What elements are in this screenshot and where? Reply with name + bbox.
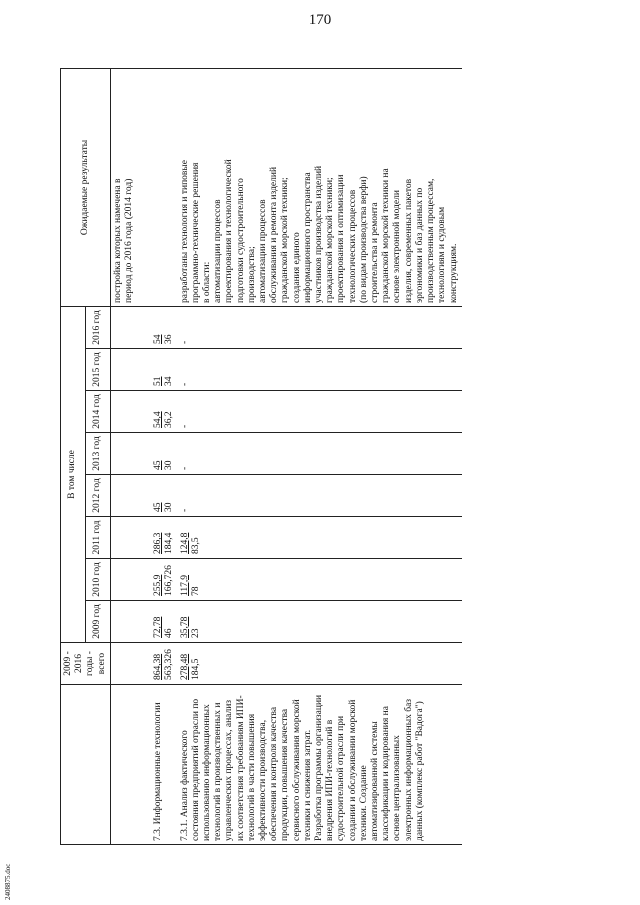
result-line: проектирования и оптимизации xyxy=(336,174,347,303)
result-line: технологиям и судовым xyxy=(437,206,448,303)
row-name: 7.3.1. Анализ фактического состояния предприятий отрасли по использованию информационных технологий в производственных и управленческих процессах, анализ их соответствия требованиям ИПИ-технологий в части повышения эффективности производства, обеспечения и контроля качества продукции, повышения качества сервисного обслуживания морской техники и снижения затрат. Разработка программы организации внедрения ИПИ-технологий в судостроительной отрасли при создании и обслуживании морской техники. Создание автоматизированной системы классификации и кодирования на основе централизованных электронных информационных баз данных (комплекс работ "Вадога") xyxy=(178,685,462,845)
result-line: гражданской морской техники на xyxy=(381,168,392,303)
header-year: 2009 год xyxy=(85,601,110,643)
table-row xyxy=(178,69,462,845)
result-line: проектирования и технологической xyxy=(224,159,235,303)
result-line: разработаны технология и типовые xyxy=(179,159,190,303)
result-line: гражданской морской техники; xyxy=(280,177,291,303)
result-line: конструкциям. xyxy=(448,243,459,303)
result-line: программно-технические решения xyxy=(190,162,201,303)
value-cell: - xyxy=(178,307,462,349)
value-cell: 278,48 184,5 xyxy=(178,643,462,685)
header-year: 2011 год xyxy=(85,517,110,559)
value-cell: 255,9 166,726 xyxy=(145,559,177,601)
row-results xyxy=(178,69,462,307)
value-cell: - xyxy=(178,475,462,517)
value-cell: 286,3 184,4 xyxy=(145,517,177,559)
value-cell: - xyxy=(178,433,462,475)
value-cell: 54,4 36,2 xyxy=(145,391,177,433)
row-name: 7.3. Информационные технологии xyxy=(145,685,177,845)
header-year: 2013 год xyxy=(85,433,110,475)
header-year: 2014 год xyxy=(85,391,110,433)
value-cell: 45 30 xyxy=(145,475,177,517)
value-cell: - xyxy=(178,391,462,433)
result-line: в области: xyxy=(202,261,213,303)
header-in-that: В том числе xyxy=(61,307,86,643)
value-cell: - xyxy=(178,349,462,391)
footer-docname: 2408875.doc xyxy=(4,863,12,900)
value-cell: 864,38 563,326 xyxy=(145,643,177,685)
page-number: 170 xyxy=(308,12,332,28)
result-line: эргономики и баз данных по xyxy=(414,187,425,303)
result-line: информационного пространства xyxy=(302,172,313,303)
budget-table xyxy=(60,68,462,845)
result-line: гражданской морской техники; xyxy=(325,177,336,303)
result-line: изделия, современных пакетов xyxy=(403,178,414,303)
result-line: (по видам производства верфи) xyxy=(358,176,369,303)
header-year: 2012 год xyxy=(85,475,110,517)
header-year: 2015 год xyxy=(85,349,110,391)
result-line: подготовки судостроительного xyxy=(235,178,246,303)
result-line: основе электронной модели xyxy=(392,190,403,303)
row-results xyxy=(145,69,177,307)
result-line: постройка которых намечена в xyxy=(112,178,123,303)
result-line: участников производства изделий xyxy=(314,165,325,303)
row-results xyxy=(110,69,145,307)
result-line: автоматизации процессов xyxy=(213,199,224,303)
result-line: автоматизации процессов xyxy=(258,199,269,303)
result-line: создания единого xyxy=(291,232,302,303)
header-total: 2009 - 2016 годы - всего xyxy=(61,643,111,685)
header-year: 2016 год xyxy=(85,307,110,349)
result-line: технологических процессов xyxy=(347,189,358,303)
footer-docname-wrapper xyxy=(4,862,44,902)
header-name-cell xyxy=(61,685,111,845)
table-row xyxy=(145,69,177,845)
result-line: строительства и ремонта xyxy=(370,202,381,303)
result-line: производства; xyxy=(246,246,257,303)
value-cell: 117,9 78 xyxy=(178,559,462,601)
header-results: Ожидаемые результаты xyxy=(61,69,111,307)
result-line: период до 2016 года (2014 год) xyxy=(124,178,135,303)
value-cell: 51 34 xyxy=(145,349,177,391)
value-cell: 124,8 83,5 xyxy=(178,517,462,559)
table-row xyxy=(110,69,145,845)
value-cell: 35,78 23 xyxy=(178,601,462,643)
result-line: производственным процессам, xyxy=(426,178,437,303)
value-cell: 45 30 xyxy=(145,433,177,475)
value-cell: 72,78 46 xyxy=(145,601,177,643)
result-line: обслуживания и ремонта изделий xyxy=(269,166,280,303)
header-year: 2010 год xyxy=(85,559,110,601)
rotated-table-page xyxy=(60,45,580,845)
table-body xyxy=(110,69,461,845)
row-name xyxy=(110,685,145,845)
table-header xyxy=(61,69,111,845)
value-cell: 54 36 xyxy=(145,307,177,349)
